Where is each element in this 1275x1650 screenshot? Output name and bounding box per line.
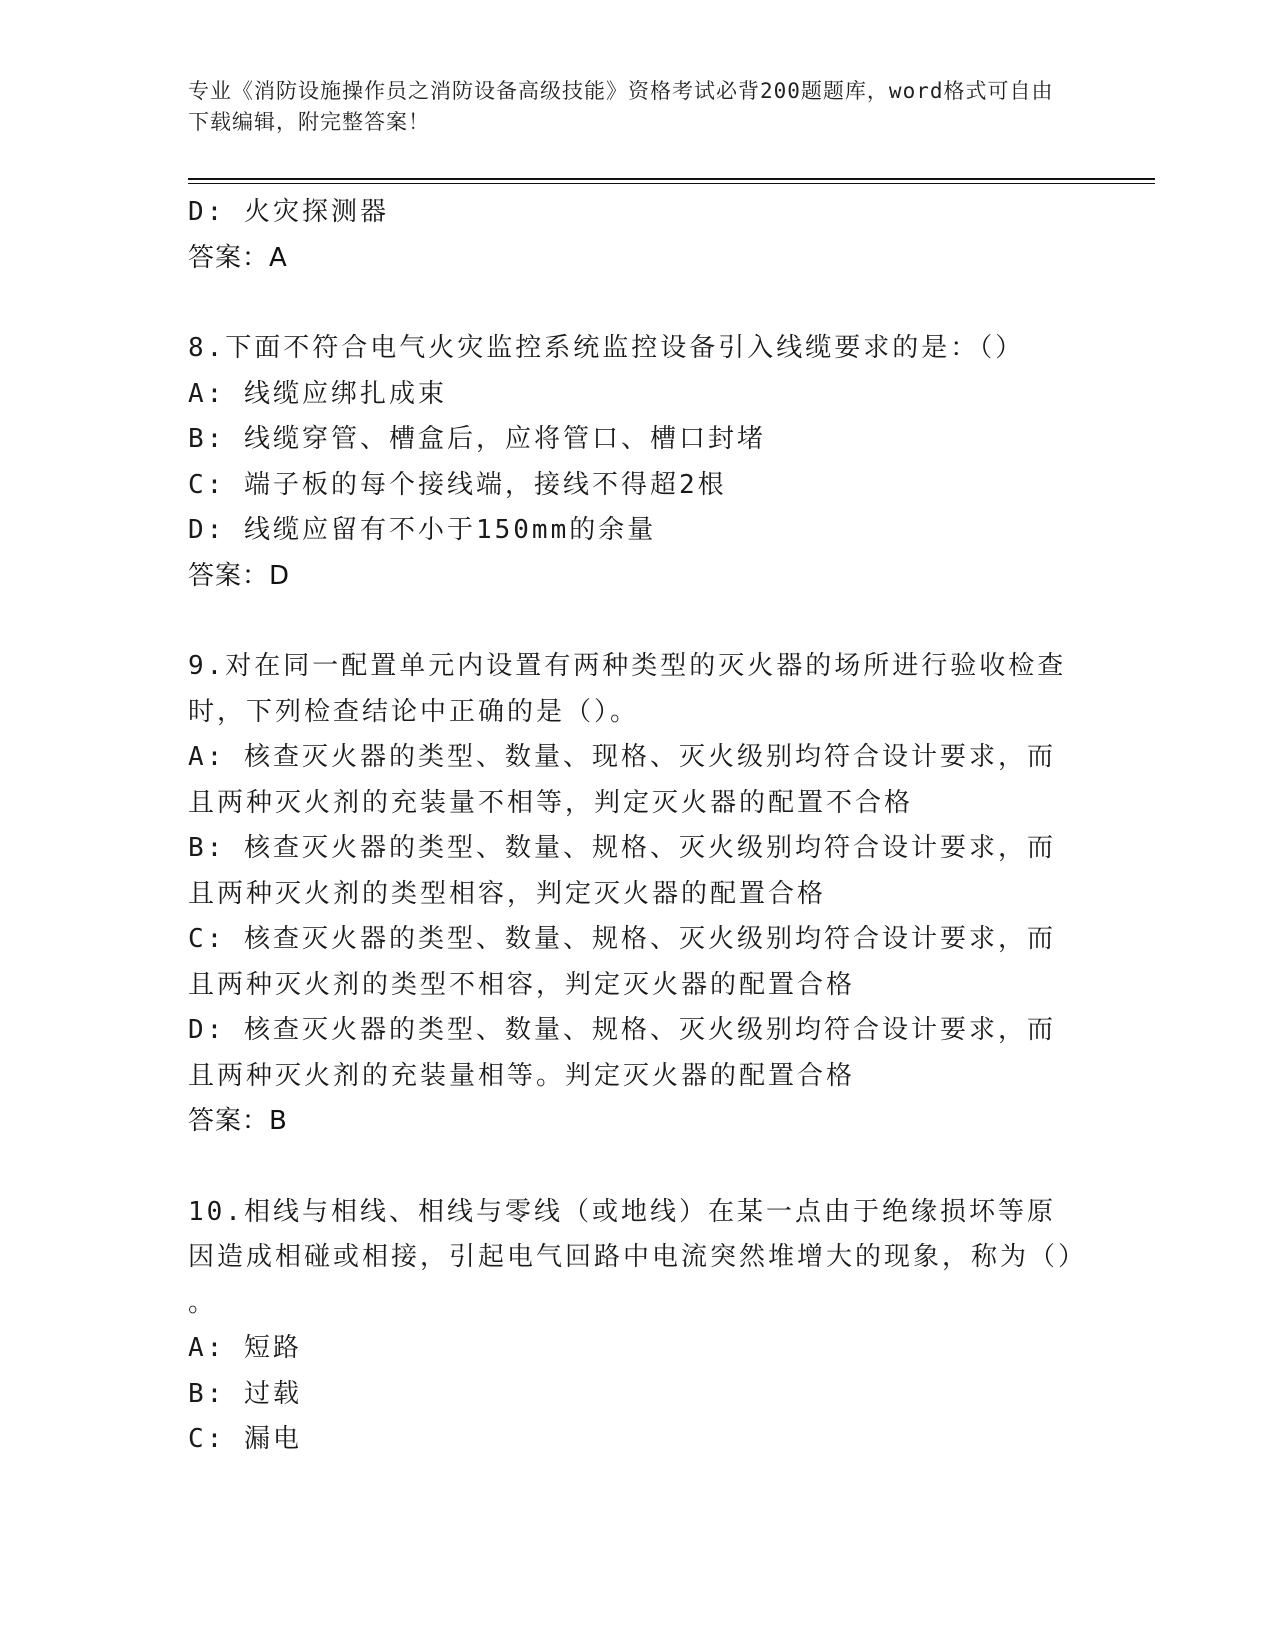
header-rule-thick [188, 178, 1155, 180]
question-8-option-b: B: 线缆穿管、槽盒后，应将管口、槽口封堵 [188, 424, 766, 454]
spacer [188, 1145, 1078, 1190]
question-8-option-d: D: 线缆应留有不小于150mm的余量 [188, 515, 657, 545]
question-9-option-a: A: 核查灭火器的类型、数量、现格、灭火级别均符合设计要求，而且两种灭火剂的充装量不相等，判定灭火器的配置不合格 [188, 742, 1056, 818]
question-10-option-b: B: 过载 [188, 1378, 302, 1409]
prev-option-d: D: 火灾探测器 [188, 197, 389, 227]
header-rule-thin [188, 183, 1155, 184]
question-9-option-c: C: 核查灭火器的类型、数量、规格、灭火级别均符合设计要求，而且两种灭火剂的类型不相容，判定灭火器的配置合格 [188, 924, 1056, 1000]
question-10-stem-end: 。 [188, 1287, 218, 1318]
question-8-option-a: A: 线缆应绑扎成束 [188, 378, 447, 409]
document-header: 专业《消防设施操作员之消防设备高级技能》资格考试必背200题题库，word格式可自由下载编辑，附完整答案！ [188, 79, 1054, 134]
question-10-option-a: A: 短路 [188, 1333, 302, 1363]
question-9-stem: 9.对在同一配置单元内设置有两种类型的灭火器的场所进行验收检查时，下列检查结论中正确的是（）。 [188, 651, 1067, 727]
spacer [188, 281, 1078, 326]
question-9-option-b: B: 核查灭火器的类型、数量、规格、灭火级别均符合设计要求，而且两种灭火剂的类型相容，判定灭火器的配置合格 [188, 833, 1056, 909]
question-9-answer: 答案：B [188, 1106, 288, 1136]
question-8-stem: 8.下面不符合电气火灾监控系统监控设备引入线缆要求的是：（） [188, 333, 1025, 363]
prev-answer: 答案：A [188, 242, 288, 273]
question-8-option-c: C: 端子板的每个接线端，接线不得超2根 [188, 469, 727, 500]
spacer [188, 599, 1078, 644]
question-10-stem: 10.相线与相线、相线与零线（或地线）在某一点由于绝缘损坏等原因造成相碰或相接，引起电气回路中电流突然堆增大的现象，称为（） [188, 1196, 1088, 1272]
question-10-option-c: C: 漏电 [188, 1424, 302, 1454]
question-9-option-d: D: 核查灭火器的类型、数量、规格、灭火级别均符合设计要求，而且两种灭火剂的充装量相等。判定灭火器的配置合格 [188, 1015, 1056, 1091]
question-8-answer: 答案：D [188, 560, 291, 591]
question-content [188, 190, 1088, 1463]
